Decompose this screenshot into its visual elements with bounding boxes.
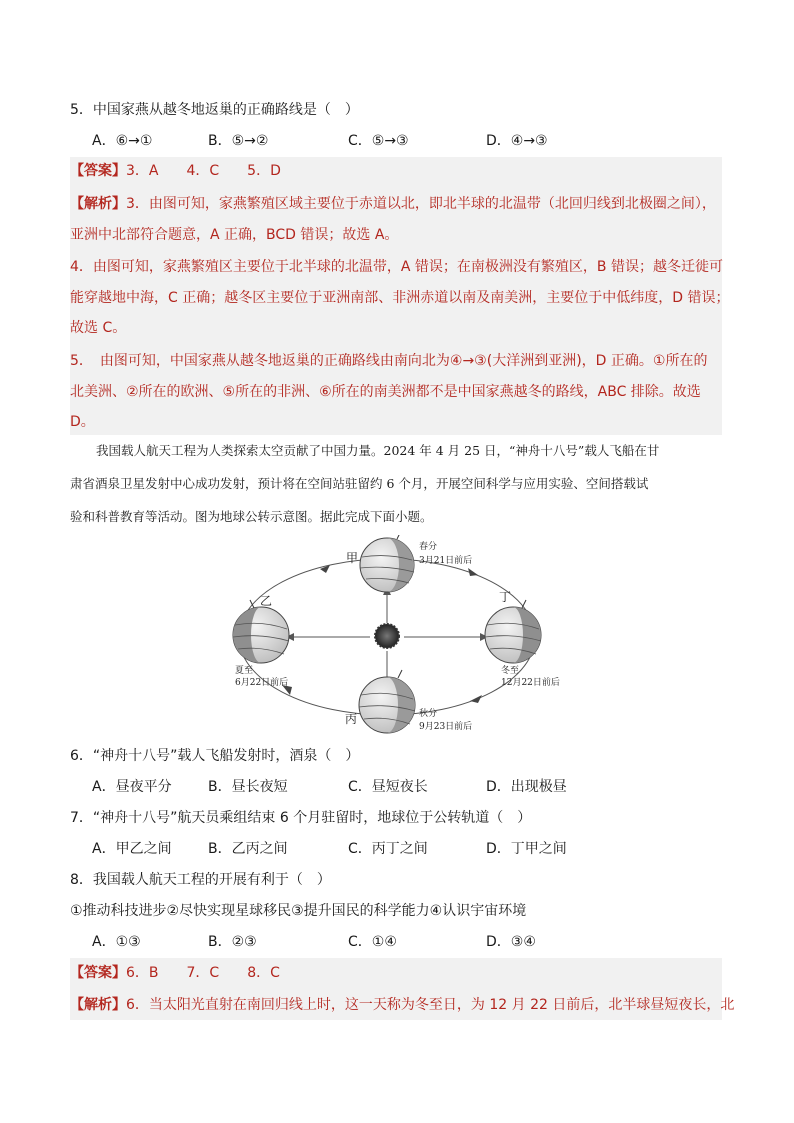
q6-option-c: C．昼短夜长 [348, 779, 428, 795]
label-jia: 甲 [346, 551, 359, 565]
label-yi: 乙 [260, 594, 273, 608]
answer-2 [70, 963, 280, 983]
analysis-1-line-6: 5． 由图可知，中国家燕从越冬地返巢的正确路线由南向北为④→③(大洋洲到亚洲)，D 正确。①所在的 [70, 353, 708, 369]
analysis-2-line-1: 【解析】6．当太阳光直射在南回归线上时，这一天称为冬至日，为 12 月 22 日前后，北半球昼短夜长，北 [70, 997, 735, 1013]
q6-option-b: B．昼长夜短 [208, 779, 288, 795]
earth-winter-icon [485, 600, 541, 663]
label-bing: 丙 [345, 712, 358, 726]
analysis-1-line-3: 4．由图可知，家燕繁殖区主要位于北半球的北温带，A 错误；在南极洲没有繁殖区，B 错误；越冬迁徙可 [70, 259, 723, 275]
answer-tag: 【答案】 [70, 163, 126, 179]
q7-option-b: B．乙丙之间 [208, 841, 288, 857]
answer-1 [70, 161, 281, 181]
q5-stem: 5．中国家燕从越冬地返巢的正确路线是（ ） [70, 102, 359, 118]
answer-text: 3．A 4．C 5．D [126, 163, 281, 179]
passage-line-1: 我国载人航天工程为人类探索太空贡献了中国力量。2024 年 4 月 25 日，“神舟十八号”载人飞船在甘 [96, 443, 660, 458]
answer-tag: 【答案】 [70, 965, 126, 981]
answer-text: 6．B 7．C 8．C [126, 965, 280, 981]
label-ding: 丁 [499, 590, 512, 604]
q6-option-d: D．出现极昼 [486, 779, 567, 795]
spring-name: 春分 [419, 542, 438, 552]
q6-option-a: A．昼夜平分 [92, 779, 172, 795]
earth-summer-icon [233, 600, 289, 663]
q8-option-b: B．②③ [208, 934, 257, 950]
analysis-1-line-7: 北美洲、②所在的欧洲、⑤所在的非洲、⑥所在的南美洲都不是中国家燕越冬的路线，ABC 排除。故选 [70, 384, 701, 400]
q8-option-c: C．①④ [348, 934, 397, 950]
summer-date: 6月22日前后 [235, 678, 289, 688]
analysis-1-line-4: 能穿越地中海，C 正确；越冬区主要位于亚洲南部、非洲赤道以南及南美洲，主要位于中低纬度，D 错误； [70, 290, 730, 306]
analysis-1-line-1: 【解析】3．由图可知，家燕繁殖区域主要位于赤道以北，即北半球的北温带（北回归线到北极圈之间）， [70, 196, 716, 212]
q8-statements: ①推动科技进步②尽快实现星球移民③提升国民的科学能力④认识宇宙环境 [70, 903, 527, 919]
q7-option-d: D．丁甲之间 [486, 841, 567, 857]
analysis-tag: 【解析】 [70, 196, 126, 212]
winter-date: 12月22日前后 [501, 678, 560, 688]
winter-name: 冬至 [501, 666, 520, 676]
summer-name: 夏至 [235, 666, 254, 676]
analysis-1-line-5: 故选 C。 [70, 320, 127, 336]
q5-option-b: B．⑤→② [208, 133, 269, 149]
q6-stem: 6．“神舟十八号”载人飞船发射时，酒泉（ ） [70, 748, 360, 764]
passage-line-2: 肃省酒泉卫星发射中心成功发射，预计将在空间站驻留约 6 个月，开展空间科学与应用实验、空间搭载试 [70, 476, 649, 491]
q5-option-c: C．⑤→③ [348, 133, 409, 149]
q7-option-a: A．甲乙之间 [92, 841, 172, 857]
passage-line-3: 验和科普教育等活动。图为地球公转示意图。据此完成下面小题。 [70, 509, 433, 524]
orbit-arrow-bottom-right [470, 695, 482, 703]
spring-date: 3月21日前后 [419, 556, 473, 566]
sun-icon [375, 624, 399, 648]
q5-option-d: D．④→③ [486, 133, 548, 149]
orbit-arrow-top-right [468, 568, 478, 576]
analysis-1-line-2: 亚洲中北部符合题意，A 正确，BCD 错误；故选 A。 [70, 227, 399, 243]
q8-option-d: D．③④ [486, 934, 536, 950]
q7-stem: 7．“神舟十八号”航天员乘组结束 6 个月驻留时，地球位于公转轨道（ ） [70, 810, 532, 826]
earth-autumn-icon [359, 670, 415, 733]
q5-option-a: A．⑥→① [92, 133, 153, 149]
q8-stem: 8．我国载人航天工程的开展有利于（ ） [70, 872, 331, 888]
q8-option-a: A．①③ [92, 934, 141, 950]
earth-revolution-diagram [220, 535, 570, 740]
analysis-tag: 【解析】 [70, 997, 126, 1013]
autumn-date: 9月23日前后 [419, 722, 473, 732]
earth-spring-icon [360, 535, 414, 592]
q7-option-c: C．丙丁之间 [348, 841, 428, 857]
autumn-name: 秋分 [419, 709, 438, 719]
analysis-1-line-8: D。 [70, 414, 95, 430]
